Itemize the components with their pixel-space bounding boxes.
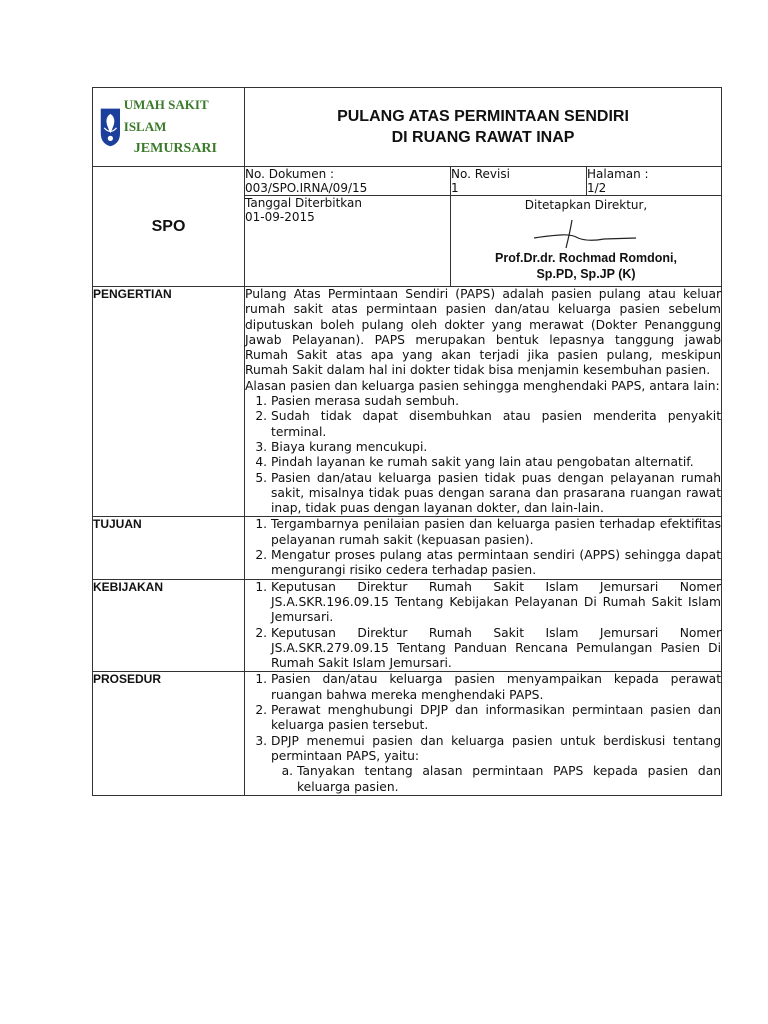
title-line-1: PULANG ATAS PERMINTAAN SENDIRI — [337, 108, 629, 125]
issue-date-cell — [245, 196, 451, 287]
approver-name-line-1: Prof.Dr.dr. Rochmad Romdoni, — [495, 251, 677, 265]
approver-name-line-2: Sp.PD, Sp.JP (K) — [536, 267, 636, 281]
list-item: 2. Keputusan Direktur Rumah Sakit Islam Jemursari Nomer JS.A.SKR.279.09.15 Tentang Panduan Rencana Pemulangan Pasien Di Rumah Sakit Islam Jemursari. — [271, 626, 721, 672]
pengertian-label: PENGERTIAN — [93, 287, 245, 517]
approved-by-label: Ditetapkan Direktur, — [524, 198, 648, 212]
document-title — [245, 88, 722, 167]
revision-label: No. Revisi — [451, 167, 510, 181]
list-item: 1. Tergambarnya penilaian pasien dan keluarga pasien terhadap efektifitas pelayanan rumah sakit (kepuasan pasien). — [271, 517, 721, 548]
sub-list-item: a. Tanyakan tentang alasan permintaan PAPS kepada pasien dan keluarga pasien. — [297, 764, 721, 795]
pengertian-paragraph-1: Pulang Atas Permintaan Sendiri (PAPS) adalah pasien pulang atau keluar rumah sakit atas permintaan pasien dan/atau keluarga pasien sebelum diputuskan boleh pulang oleh dokter yang merawat (Dokter Penanggung Jawab Pelayanan). PAPS merupakan bentuk lepasnya tanggung jawab Rumah Sakit atas apa yang akan terjadi jika pasien pulang, meskipun Rumah Sakit dalam hal ini dokter tidak bisa menjamin kesembuhan pasien. — [245, 287, 722, 378]
page-cell — [587, 167, 722, 196]
revision-value: 1 — [451, 181, 459, 195]
prosedur-label: PROSEDUR — [93, 672, 245, 795]
issue-date-value: 01-09-2015 — [245, 210, 315, 224]
list-item: 1. Pasien merasa sudah sembuh. — [271, 394, 721, 409]
spo-label: SPO — [93, 167, 245, 287]
list-item: 1. Keputusan Direktur Rumah Sakit Islam Jemursari Nomer JS.A.SKR.196.09.15 Tentang Kebijakan Pelayanan Di Rumah Sakit Islam Jemursari. — [271, 580, 721, 626]
prosedur-sublist — [271, 764, 721, 795]
list-item — [271, 734, 721, 795]
list-item: 4. Pindah layanan ke rumah sakit yang lain atau pengobatan alternatif. — [271, 455, 721, 470]
list-item: 2. Sudah tidak dapat disembuhkan atau pasien menderita penyakit terminal. — [271, 409, 721, 440]
page-label: Halaman : — [587, 167, 649, 181]
pengertian-list — [245, 394, 721, 516]
list-item: 5. Pasien dan/atau keluarga pasien tidak puas dengan pelayanan rumah sakit, misalnya tidak puas dengan sarana dan prasarana ruangan rawat inap, tidak puas dengan layanan dokter, dan lain-lain. — [271, 471, 721, 517]
pengertian-content — [245, 287, 722, 517]
approval-cell — [451, 196, 722, 287]
list-item: 2. Mengatur proses pulang atas permintaan sendiri (APPS) sehingga dapat mengurangi risiko cedera terhadap pasien. — [271, 548, 721, 579]
logo-cell — [93, 88, 245, 167]
hospital-logo-text: UMAH SAKIT ISLAM JEMURSARI — [123, 97, 217, 156]
page-value: 1/2 — [587, 181, 607, 195]
kebijakan-list — [245, 580, 721, 672]
spo-document-table — [92, 87, 722, 796]
doc-number-label: No. Dokumen : — [245, 167, 335, 181]
prosedur-content — [245, 672, 722, 795]
kebijakan-label: KEBIJAKAN — [93, 579, 245, 672]
tujuan-label: TUJUAN — [93, 517, 245, 579]
list-item: 3. Biaya kurang mencukupi. — [271, 440, 721, 455]
revision-cell — [451, 167, 587, 196]
list-item: 2. Perawat menghubungi DPJP dan informasikan permintaan pasien dan keluarga pasien tersebut. — [271, 703, 721, 734]
list-item-text: DPJP menemui pasien dan keluarga pasien untuk berdiskusi tentang permintaan PAPS, yaitu: — [271, 733, 722, 763]
pengertian-paragraph-2: Alasan pasien dan keluarga pasien sehingga menghendaki PAPS, antara lain: — [245, 378, 720, 393]
title-line-2: DI RUANG RAWAT INAP — [391, 129, 575, 146]
prosedur-list — [245, 672, 721, 794]
tujuan-content — [245, 517, 722, 579]
tujuan-list — [245, 517, 721, 578]
director-signature — [526, 216, 646, 250]
doc-number-cell — [245, 167, 451, 196]
list-item: 1. Pasien dan/atau keluarga pasien menyampaikan kepada perawat ruangan bahwa mereka menghendaki PAPS. — [271, 672, 721, 703]
hospital-logo-icon — [99, 104, 122, 150]
issue-date-label: Tanggal Diterbitkan — [245, 196, 362, 210]
kebijakan-content — [245, 579, 722, 672]
doc-number-value: 003/SPO.IRNA/09/15 — [245, 181, 368, 195]
